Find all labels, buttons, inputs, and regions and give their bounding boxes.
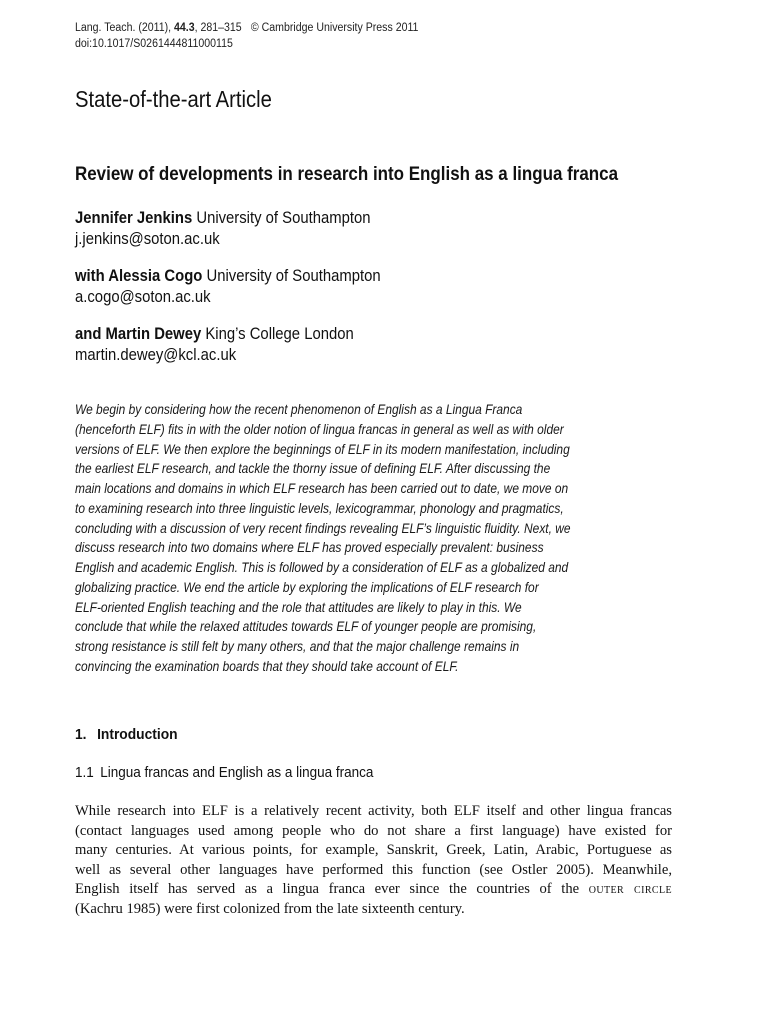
author-email[interactable]: a.cogo@soton.ac.uk [75,288,211,306]
author-affiliation: King’s College London [205,325,354,343]
citation-line [75,20,418,36]
author-email[interactable]: j.jenkins@soton.ac.uk [75,230,220,248]
author-block [75,208,371,250]
subsection-heading [75,762,373,784]
body-line: (Kachru 1985) were first colonized from the late sixteenth century. [75,900,465,917]
body-line: many centuries. At various points, for example, Sanskrit, Greek, Latin, Arabic, Portuguese as [75,842,672,859]
journal-pages: , 281–315 [194,22,242,34]
section-title: Introduction [97,726,178,743]
author-name: Jennifer Jenkins [75,209,193,227]
abstract-line: strong resistance is still felt by many others, and that the major challenge remains in [75,639,520,654]
author-block [75,266,381,308]
section-number: 1. [75,726,87,743]
abstract-line: discuss research into two domains where ELF has proved especially prevalent: business [75,540,544,556]
author-affiliation: University of Southampton [206,267,381,285]
journal-name: Lang. Teach. (2011), [75,22,172,34]
abstract-line: English and academic English. This is followed by a consideration of ELF as a globalized and [75,560,569,575]
abstract-line: convincing the examination boards that they should take account of ELF. [75,658,459,674]
abstract-line: the earliest ELF research, and tackle the thorny issue of defining ELF. After discussing the [75,461,551,477]
doi[interactable]: doi:10.1017/S0261444811000115 [75,38,233,50]
body-paragraph [75,802,672,920]
abstract-line: (henceforth ELF) fits in with the older notion of lingua francas in general as well as with older [75,421,564,437]
body-line-text: English itself has served as a lingua franca ever since the countries of the [75,881,580,898]
body-line: While research into ELF is a relatively recent activity, both ELF itself and other lingua francas [75,803,672,819]
section-heading [75,724,178,746]
article-type-heading: State-of-the-art Article [75,86,272,112]
author-affiliation: University of Southampton [196,209,371,227]
body-line [75,880,672,900]
abstract-line: to examining research into three linguistic levels, lexicogrammar, phonology and pragmatics, [75,500,564,516]
journal-volume: 44.3 [174,22,195,34]
outer-circle-term: outer circle [588,881,672,898]
copyright-notice: © Cambridge University Press 2011 [250,22,419,34]
article-title: Review of developments in research into English as a lingua franca [75,163,619,185]
abstract-line: ELF-oriented English teaching and the role that attitudes are likely to play in this. We [75,599,522,615]
author-name: and Martin Dewey [75,325,202,343]
abstract-line: conclude that while the relaxed attitudes towards ELF of younger people are promising, [75,619,537,635]
citation-header [75,20,418,52]
abstract [75,400,665,677]
body-line: well as several other languages have performed this function (see Ostler 2005). Meanwhile, [75,861,672,878]
abstract-line: main locations and domains in which ELF research has been carried out to date, we move on [75,481,569,496]
body-line: (contact languages used among people who do not share a first language) have existed for [75,822,672,839]
abstract-line: We begin by considering how the recent phenomenon of English as a Lingua Franca [75,402,523,417]
subsection-number: 1.1 [75,764,94,781]
abstract-line: concluding with a discussion of very recent findings revealing ELF’s linguistic fluidity. Next, we [75,520,571,536]
abstract-line: globalizing practice. We end the article by exploring the implications of ELF research for [75,579,539,595]
author-block [75,324,354,366]
subsection-title: Lingua francas and English as a lingua franca [100,764,374,781]
author-email[interactable]: martin.dewey@kcl.ac.uk [75,346,237,364]
author-name: with Alessia Cogo [75,267,203,285]
abstract-line: versions of ELF. We then explore the beginnings of ELF in its modern manifestation, including [75,441,570,457]
